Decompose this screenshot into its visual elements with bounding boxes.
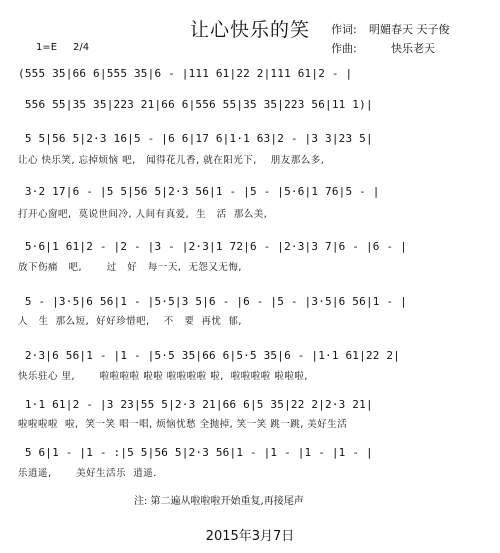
notation-row-7: 2·3|6 56|1 - |1 - |5·5 35|66 6|5·5 35|6 - |1·1 61|22 2| xyxy=(18,349,401,362)
time-signature: 2/4 xyxy=(73,42,90,53)
performance-note: 注: 第二遍从啦啦啦开始重复,再接尾声 xyxy=(134,496,304,507)
lyricist-name: 明媚春天 天子俊 xyxy=(369,23,450,36)
key-signature: 1=E xyxy=(36,42,58,53)
notation-row-9: 5 6|1 - |1 - :|5 5|56 5|2·3 56|1 - |1 - |1 - |1 - | xyxy=(18,446,373,459)
notation-row-6: 5 - |3·5|6 56|1 - |5·5|3 5|6 - |6 - |5 - |3·5|6 56|1 - | xyxy=(18,295,407,308)
lyricist-label: 作词: xyxy=(331,23,357,36)
song-title: 让心快乐的笑 xyxy=(189,19,310,41)
date-stamp: 2015年3月7日 xyxy=(205,529,295,544)
lyric-row-4: 打开心窗吧, 莫说世间冷, 人间有真爱, 生 活 那么美, xyxy=(18,209,268,220)
lyric-row-9: 乐逍遥, 美好生活乐 逍遥. xyxy=(18,468,157,479)
notation-row-2: 556 55|35 35|223 21|66 6|556 55|35 35|223 56|11 1)| xyxy=(18,98,373,111)
lyric-row-5: 放下伤痛 吧, 过 好 每一天, 无怨又无悔, xyxy=(18,262,242,273)
lyric-row-7: 快乐驻心 里, 啦啦啦啦 啦啦 啦啦啦啦 啦, 啦啦啦啦 啦啦啦, xyxy=(18,371,308,382)
notation-row-4: 3·2 17|6 - |5 5|56 5|2·3 56|1 - |5 - |5·6|1 76|5 - | xyxy=(18,185,380,198)
lyric-row-8: 啦啦啦啦 啦, 笑一笑 唱一唱, 烦恼忧愁 全抛掉, 笑一笑 跳一跳, 美好生活 xyxy=(18,419,348,430)
notation-row-8: 1·1 61|2 - |3 23|55 5|2·3 21|66 6|5 35|22 2|2·3 21| xyxy=(18,398,373,411)
lyric-row-6: 人 生 那么短, 好好珍惜吧, 不 要 再忧 郁, xyxy=(18,316,242,327)
composer-name: 快乐老天 xyxy=(391,42,435,55)
notation-row-1: (555 35|66 6|555 35|6 - |111 61|22 2|111 61|2 - | xyxy=(18,67,353,80)
notation-row-3: 5 5|56 5|2·3 16|5 - |6 6|17 6|1·1 63|2 - |3 3|23 5| xyxy=(18,132,373,145)
composer-label: 作曲: xyxy=(331,42,357,55)
lyric-row-3: 让心 快乐笑, 忘掉烦恼 吧, 闻得花儿香, 就在阳光下, 朋友那么多, xyxy=(18,155,325,166)
notation-row-5: 5·6|1 61|2 - |2 - |3 - |2·3|1 72|6 - |2·3|3 7|6 - |6 - | xyxy=(18,240,407,253)
